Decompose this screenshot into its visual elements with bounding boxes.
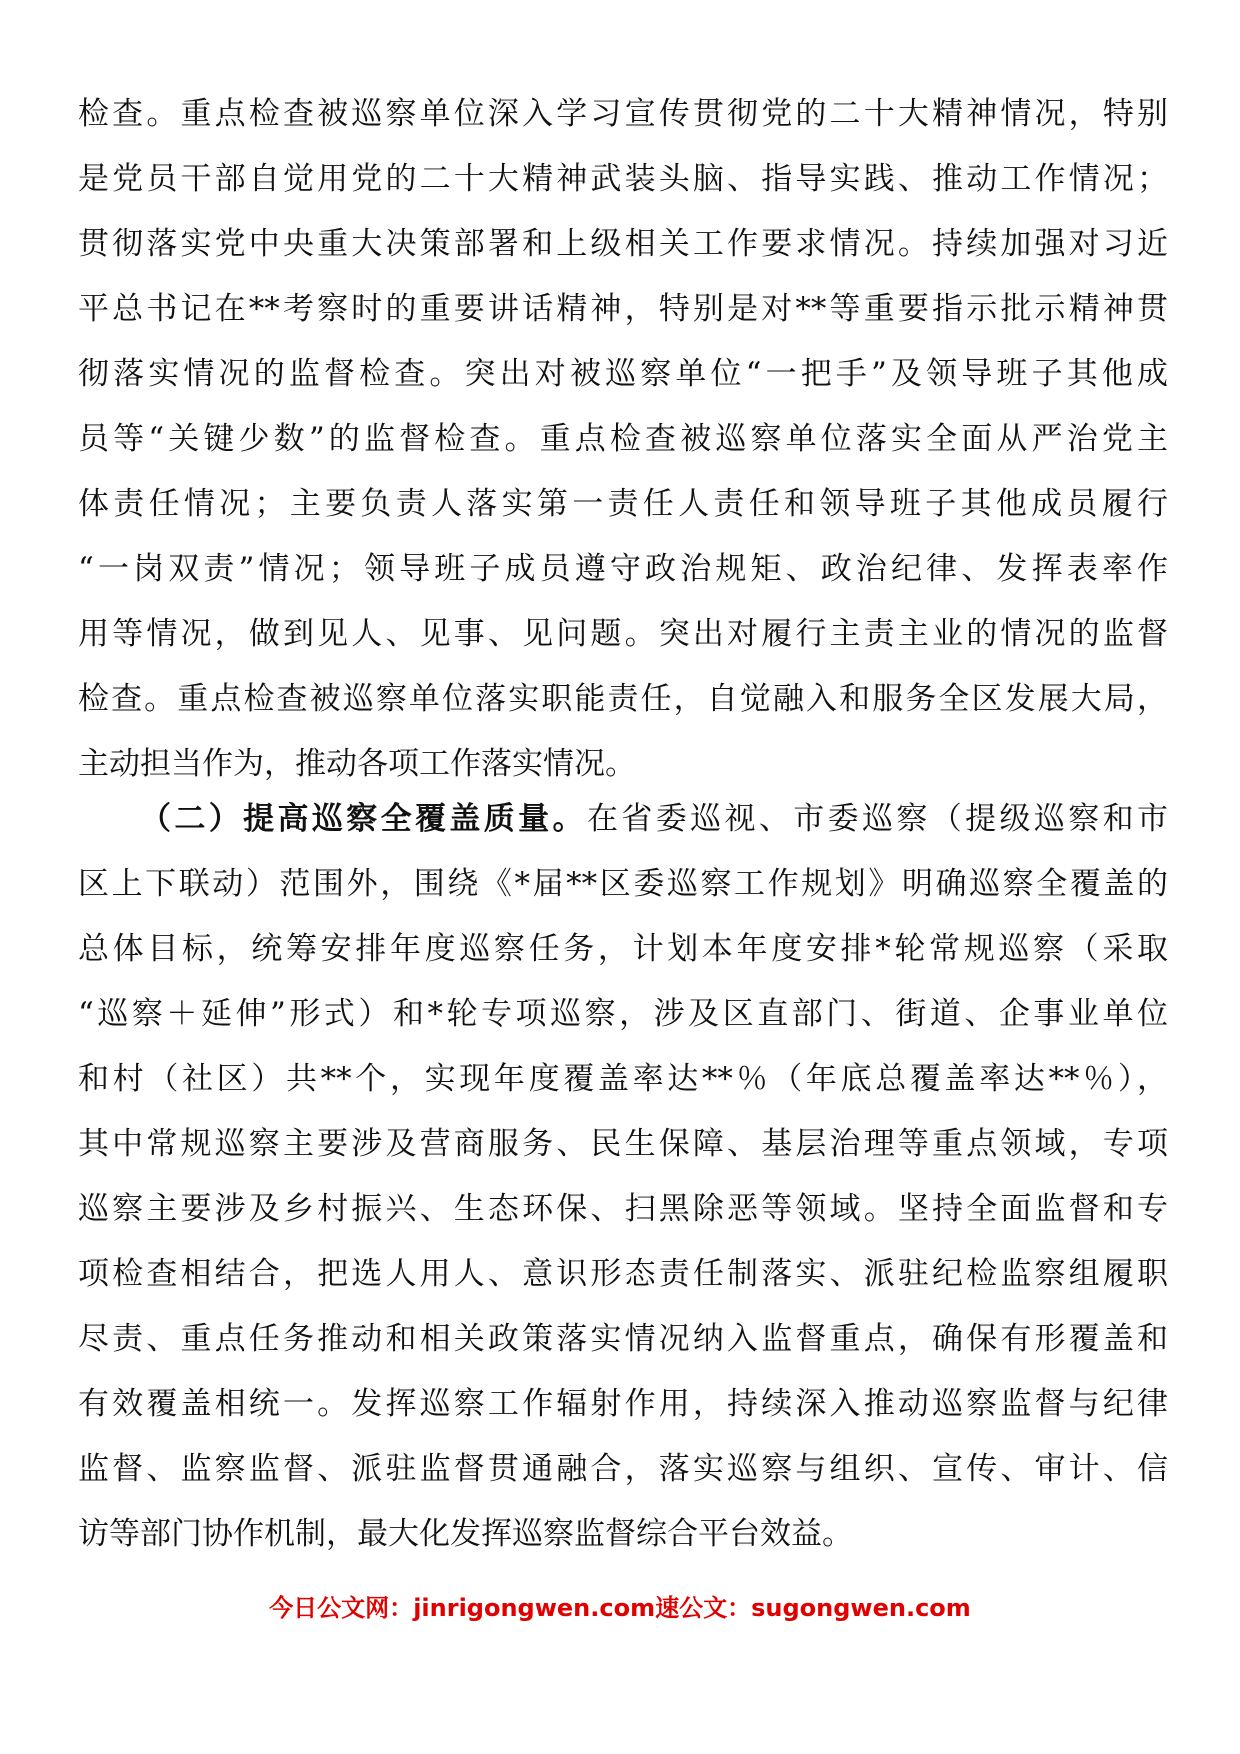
text-line: 彻落实情况的监督检查。突出对被巡察单位“一把手”及领导班子其他成 xyxy=(78,356,1168,392)
text-line: 检查。重点检查被巡察单位落实职能责任，自觉融入和服务全区发展大局， xyxy=(78,681,1168,717)
footer-site1-url[interactable]: jinrigongwen.com xyxy=(413,1594,656,1622)
footer-site1-name: 今日公文网： xyxy=(269,1594,414,1622)
text-line: 区上下联动）范围外，围绕《*届**区委巡察工作规划》明确巡察全覆盖的 xyxy=(78,866,1168,902)
text-line: 检查。重点检查被巡察单位深入学习宣传贯彻党的二十大精神情况，特别 xyxy=(78,96,1168,132)
text-line: 和村（社区）共**个，实现年度覆盖率达**％（年底总覆盖率达**％）， xyxy=(78,1061,1168,1097)
footer-watermark xyxy=(0,1588,1240,1623)
text-line: 访等部门协作机制，最大化发挥巡察监督综合平台效益。 xyxy=(78,1516,853,1552)
footer-site2-url[interactable]: sugongwen.com xyxy=(751,1594,971,1622)
text-line: 尽责、重点任务推动和相关政策落实情况纳入监督重点，确保有形覆盖和 xyxy=(78,1321,1168,1357)
text-line: 用等情况，做到见人、见事、见问题。突出对履行主责主业的情况的监督 xyxy=(78,616,1168,652)
text-line: 员等“关键少数”的监督检查。重点检查被巡察单位落实全面从严治党主 xyxy=(78,421,1168,457)
text-line: 贯彻落实党中央重大决策部署和上级相关工作要求情况。持续加强对习近 xyxy=(78,226,1168,262)
text-line: 体责任情况；主要负责人落实第一责任人责任和领导班子其他成员履行 xyxy=(78,486,1168,522)
footer-site2-name: 速公文： xyxy=(655,1594,752,1622)
text-line: 巡察主要涉及乡村振兴、生态环保、扫黑除恶等领域。坚持全面监督和专 xyxy=(78,1191,1168,1227)
text-line: 其中常规巡察主要涉及营商服务、民生保障、基层治理等重点领域，专项 xyxy=(78,1126,1168,1162)
text-line: 平总书记在**考察时的重要讲话精神，特别是对**等重要指示批示精神贯 xyxy=(78,291,1168,327)
paragraph-1 xyxy=(78,82,1168,797)
text-line: 主动担当作为，推动各项工作落实情况。 xyxy=(78,746,636,782)
text-line: 是党员干部自觉用党的二十大精神武装头脑、指导实践、推动工作情况； xyxy=(78,161,1168,197)
text-line: 监督、监察监督、派驻监督贯通融合，落实巡察与组织、宣传、审计、信 xyxy=(78,1451,1168,1487)
paragraph-2 xyxy=(78,787,1168,1567)
text-line: 有效覆盖相统一。发挥巡察工作辐射作用，持续深入推动巡察监督与纪律 xyxy=(78,1386,1168,1422)
paragraph-2-first-line xyxy=(78,787,1168,852)
text-line: “一岗双责”情况；领导班子成员遵守政治规矩、政治纪律、发挥表率作 xyxy=(78,551,1168,587)
text-line: 项检查相结合，把选人用人、意识形态责任制落实、派驻纪检监察组履职 xyxy=(78,1256,1168,1292)
section-heading: （二）提高巡察全覆盖质量。 xyxy=(140,801,587,837)
text-line: “巡察＋延伸”形式）和*轮专项巡察，涉及区直部门、街道、企事业单位 xyxy=(78,996,1168,1032)
text-run: 在省委巡视、市委巡察（提级巡察和市 xyxy=(586,801,1169,837)
text-line: 总体目标，统筹安排年度巡察任务，计划本年度安排*轮常规巡察（采取 xyxy=(78,931,1168,967)
